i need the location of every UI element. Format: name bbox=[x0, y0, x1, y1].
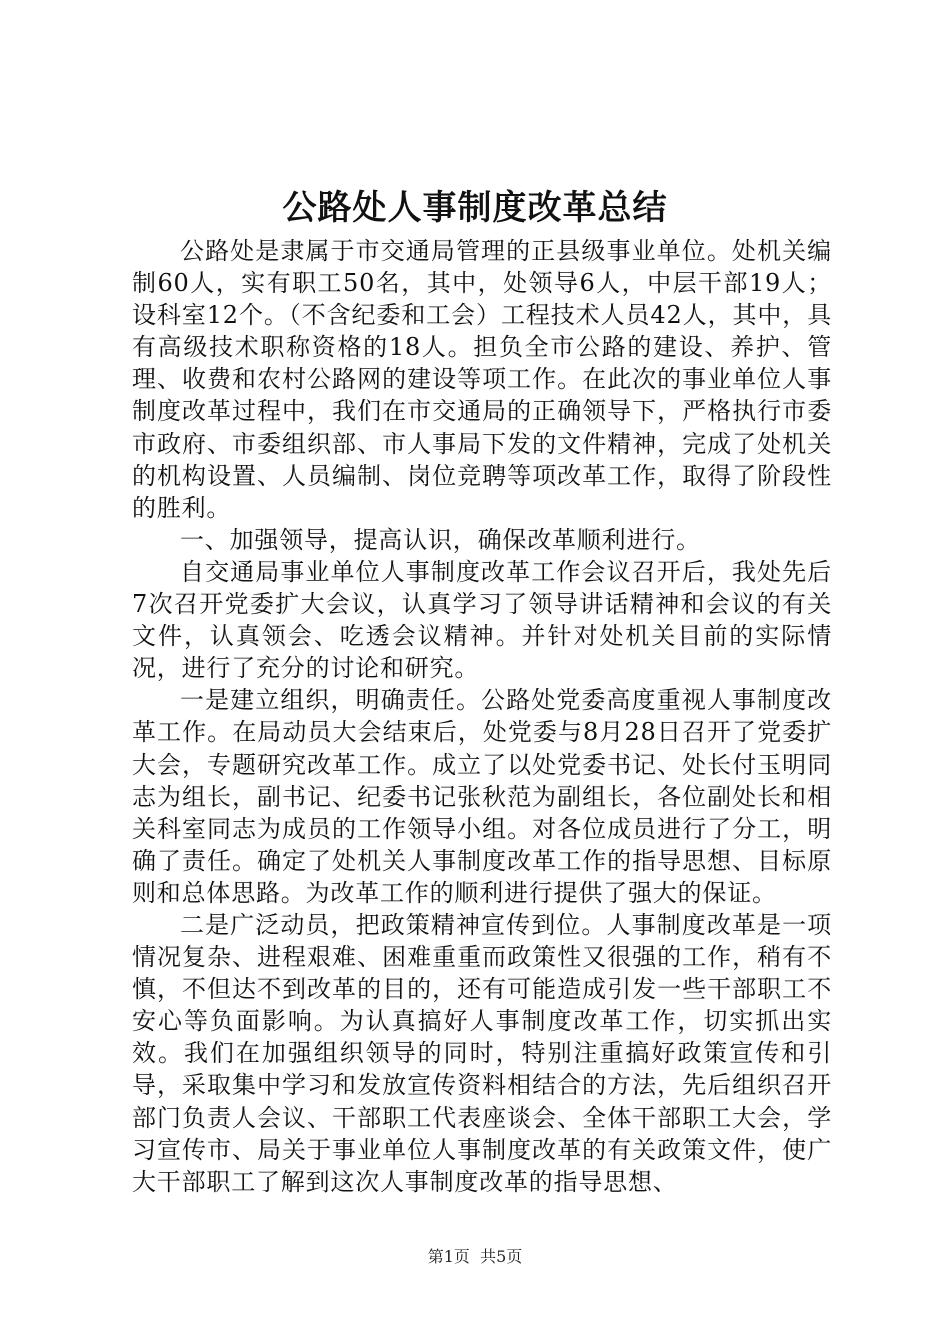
page-footer bbox=[0, 1245, 950, 1269]
paragraph-section-heading: 一、加强领导，提高认识，确保改革顺利进行。 bbox=[180, 525, 701, 554]
page-number: 第1页 bbox=[427, 1247, 470, 1266]
document-body bbox=[132, 235, 832, 1198]
paragraph-mobilization: 二是广泛动员，把政策精神宣传到位。人事制度改革是一项情况复杂、进程艰难、困难重重而政策性又很强的工作，稍有不慎，不但达不到改革的目的，还有可能造成引发一些干部职工不安心等负面影响。为认真搞好人事制度改革工作，切实抓出实效。我们在加强组织领导的同时，特别注重搞好政策宣传和引导，采取集中学习和发放宣传资料相结合的方法，先后组织召开部门负责人会议、干部职工代表座谈会、全体干部职工大会，学习宣传市、局关于事业单位人事制度改革的有关政策文件，使广大干部职工了解到这次人事制度改革的指导思想、 bbox=[132, 910, 832, 1196]
page-total: 共5页 bbox=[480, 1247, 523, 1266]
paragraph-intro: 公路处是隶属于市交通局管理的正县级事业单位。处机关编制60人，实有职工50名，其中，处领导6人，中层干部19人；设科室12个。（不含纪委和工会）工程技术人员42人，其中，具有高级技术职称资格的18人。担负全市公路的建设、养护、管理、收费和农村公路网的建设等项工作。在此次的事业单位人事制度改革过程中，我们在市交通局的正确领导下，严格执行市委市政府、市委组织部、市人事局下发的文件精神，完成了处机关的机构设置、人员编制、岗位竞聘等项改革工作，取得了阶段性的胜利。 bbox=[132, 237, 832, 522]
paragraph-organization: 一是建立组织，明确责任。公路处党委高度重视人事制度改革工作。在局动员大会结束后，处党委与8月28日召开了党委扩大会，专题研究改革工作。成立了以处党委书记、处长付玉明同志为组长，副书记、纪委书记张秋范为副组长，各位副处长和相关科室同志为成员的工作领导小组。对各位成员进行了分工，明确了责任。确定了处机关人事制度改革工作的指导思想、目标原则和总体思路。为改革工作的顺利进行提供了强大的保证。 bbox=[132, 686, 832, 907]
paragraph-meetings: 自交通局事业单位人事制度改革工作会议召开后，我处先后7次召开党委扩大会议，认真学习了领导讲话精神和会议的有关文件，认真领会、吃透会议精神。并针对处机关目前的实际情况，进行了充分的讨论和研究。 bbox=[132, 557, 832, 683]
document-title: 公路处人事制度改革总结 bbox=[282, 188, 668, 228]
